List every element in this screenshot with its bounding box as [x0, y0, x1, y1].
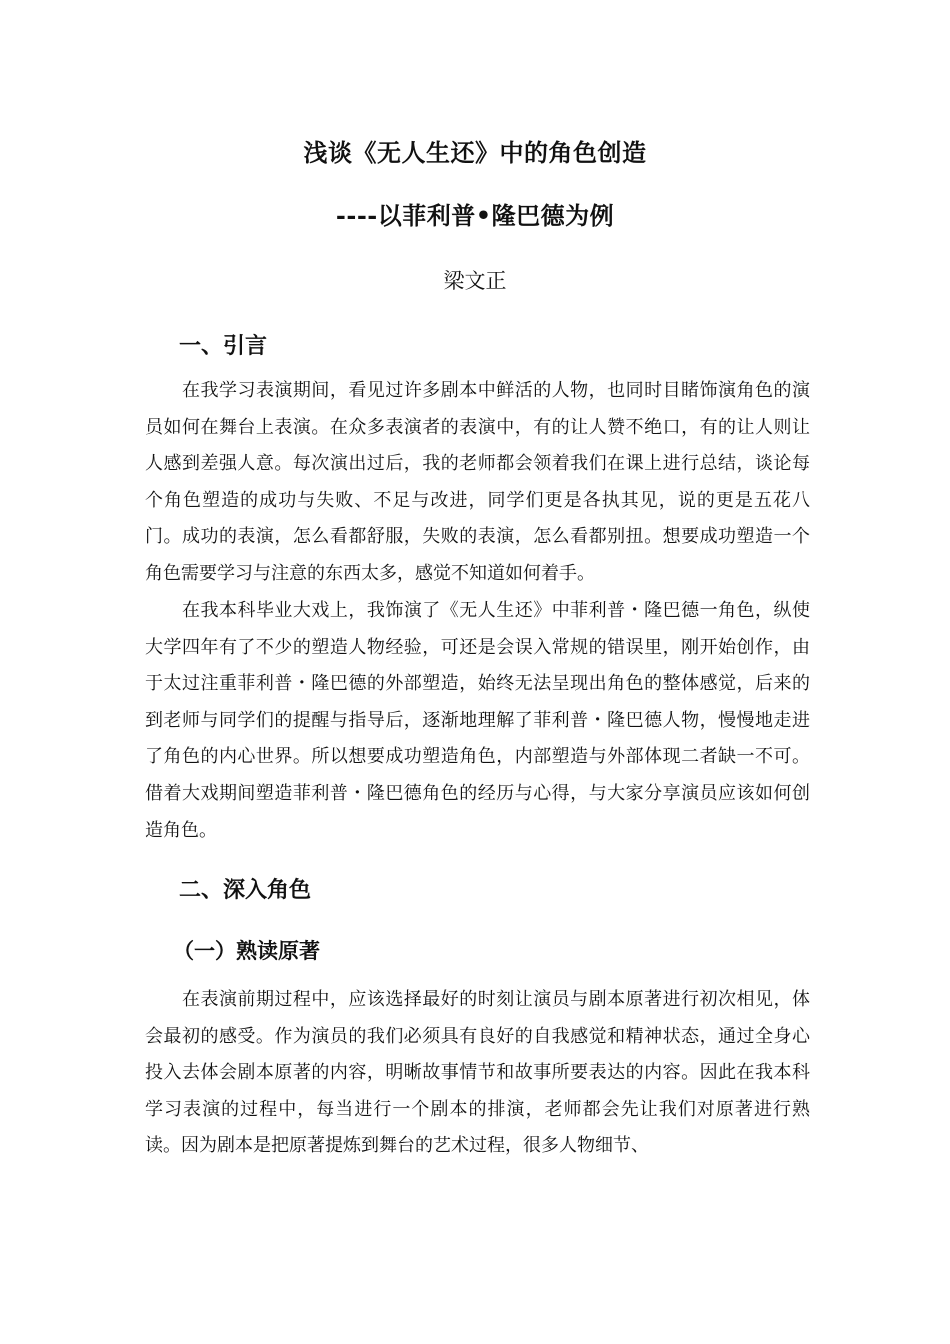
document-subtitle: ----以菲利普•隆巴德为例	[335, 201, 615, 230]
author-name: 梁文正	[443, 269, 507, 293]
section-heading-deep-into-role: 二、深入角色	[179, 877, 312, 903]
subsection-heading-read-original: （一）熟读原著	[173, 938, 320, 963]
paragraph: 在表演前期过程中，应该选择最好的时刻让演员与剧本原著进行初次相见，体会最初的感受。作为演员的我们必须具有良好的自我感觉和精神状态，通过全身心投入去体会剧本原著的内容，明晰故事情节和故事所要表达的内容。因此在我本科学习表演的过程中，每当进行一个剧本的排演，老师都会先让我们对原著进行熟读。因为剧本是把原著提炼到舞台的艺术过程，很多人物细节、	[145, 989, 810, 1157]
section-heading-introduction: 一、引言	[179, 333, 268, 359]
paragraph: 在我学习表演期间，看见过许多剧本中鲜活的人物，也同时目睹饰演角色的演员如何在舞台上表演。在众多表演者的表演中，有的让人赞不绝口，有的让人则让人感到差强人意。每次演出过后，我的老师都会领着我们在课上进行总结，谈论每个角色塑造的成功与失败、不足与改进，同学们更是各执其见，说的更是五花八门。成功的表演，怎么看都舒服，失败的表演，怎么看都别扭。想要成功塑造一个角色需要学习与注意的东西太多，感觉不知道如何着手。	[145, 380, 810, 584]
paragraph: 在我本科毕业大戏上，我饰演了《无人生还》中菲利普・隆巴德一角色，纵使大学四年有了不少的塑造人物经验，可还是会误入常规的错误里，刚开始创作，由于太过注重菲利普・隆巴德的外部塑造，始终无法呈现出角色的整体感觉，后来的到老师与同学们的提醒与指导后，逐渐地理解了菲利普・隆巴德人物，慢慢地走进了角色的内心世界。所以想要成功塑造角色，内部塑造与外部体现二者缺一不可。借着大戏期间塑造菲利普・隆巴德角色的经历与心得，与大家分享演员应该如何创造角色。	[145, 600, 810, 841]
document-title: 浅谈《无人生还》中的角色创造	[303, 138, 647, 167]
